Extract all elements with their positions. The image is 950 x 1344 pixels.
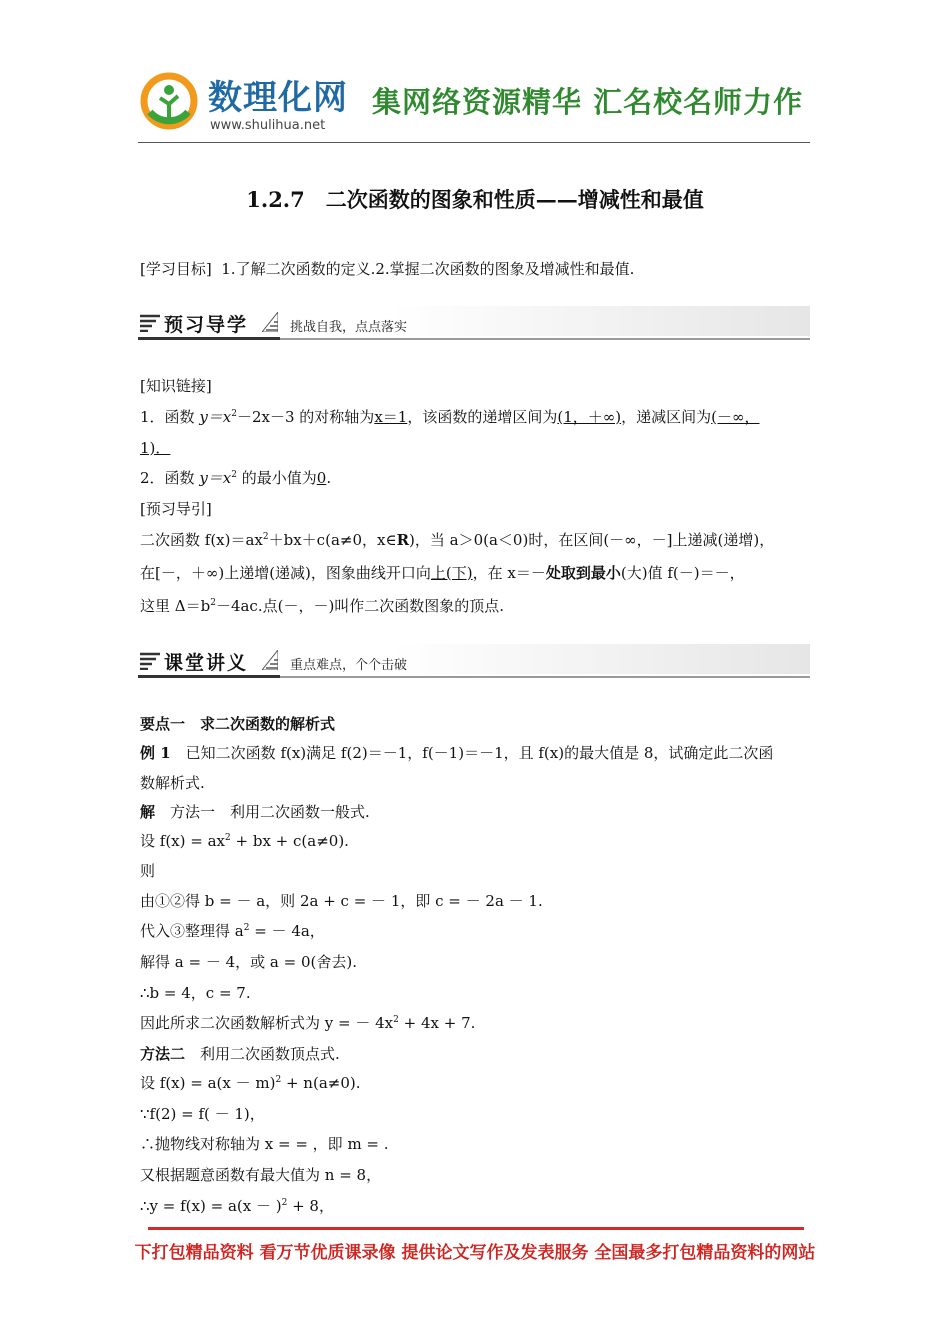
triangle-stripe-icon [262, 312, 278, 332]
answer-axis: x＝1 [374, 408, 408, 426]
knowledge-item-1-cont [140, 438, 180, 458]
section-lecture-header [138, 644, 810, 678]
stripe-icon [140, 652, 160, 670]
solution-step: 代入③整理得 $a^2$ = － 4a， [140, 922, 325, 940]
example-label: 例 1 [140, 744, 171, 762]
goal-text: 1.了解二次函数的定义.2.掌握二次函数的图象及增减性和最值. [221, 260, 635, 278]
guide-line-3: 这里 $\Delta=b^2-4ac$.点(－，－)叫作二次函数图象的顶点. [140, 597, 505, 615]
solution-step: 因此所求二次函数解析式为 y = － $4x^2 + 4x + 7$. [140, 1014, 476, 1032]
answer-min: 0 [316, 469, 327, 487]
solution-step: 解得 a = － 4，或 a = 0(舍去). [140, 953, 357, 971]
brand-name: 数理化网 [208, 78, 348, 118]
solution-method-1: 解 方法一 利用二次函数一般式. [140, 803, 370, 821]
knowledge-item-1: 1．函数 $y=x^2-2x-3$ 的对称轴为x＝1，该函数的递增区间为(1，＋∞)，递减区间为(－∞， [140, 408, 760, 426]
page-title: 1.2.7 二次函数的图象和性质——增减性和最值 [246, 187, 704, 212]
section-label: 课堂讲义 [164, 652, 249, 674]
solution-step: 由①②得 b = － a，则 2a + c = － 1，即 c = － 2a － 1. [140, 892, 543, 910]
solution-label: 解 [140, 803, 156, 821]
solution-step: ∴b = 4，c = 7. [140, 984, 251, 1002]
solution-step: ∵f(2) = f( － 1)， [140, 1105, 265, 1123]
guide-line-2: 在[－，＋∞)上递增(递减)，图象曲线开口向上(下)，在 x＝－处取到最小(大)值 f(－)＝－， [140, 564, 745, 582]
answer-decreasing-b: 1)． [140, 439, 171, 457]
triangle-stripe-icon [262, 650, 278, 670]
logo-icon [140, 72, 198, 130]
stripe-icon [140, 314, 160, 332]
section-subtitle: 重点难点，个个击破 [290, 658, 408, 673]
guide-line-1: 二次函数 $f(x)=ax^2+bx+c(a\ne 0$，x∈R)，当 a＞0(a＜0)时，在区间(－∞，－]上递减(递增)， [140, 531, 775, 549]
point-heading: 要点一 求二次函数的解析式 [140, 715, 336, 733]
knowledge-tag: [知识链接] [140, 377, 212, 395]
site-header [138, 66, 810, 144]
footer-divider [148, 1227, 804, 1230]
method-label: 方法二 [140, 1045, 186, 1063]
solution-step: ∴y = $f(x) = a(x - )^2 + 8$， [140, 1197, 334, 1215]
answer-decreasing-a: (－∞， [711, 408, 760, 426]
solution-step: 则 [140, 862, 156, 880]
solution-step: 设 $f(x) = a(x - m)^2 + n(a\ne 0)$. [140, 1074, 361, 1092]
solution-method-2: 方法二 利用二次函数顶点式. [140, 1045, 340, 1063]
learning-goal [140, 259, 634, 279]
answer-increasing: (1，＋∞) [557, 408, 622, 426]
solution-step: 又根据题意函数有最大值为 n = 8， [140, 1166, 382, 1184]
goal-tag: [学习目标] [140, 260, 212, 278]
section-subtitle: 挑战自我，点点落实 [290, 320, 408, 335]
solution-step: ∴抛物线对称轴为 x = = ，即 m = . [140, 1135, 389, 1153]
guide-tag: [预习导引] [140, 500, 212, 518]
solution-step: 设 $f(x) = ax^2$ + bx + c(a≠0). [140, 832, 349, 850]
example-1: 例 1 已知二次函数 f(x)满足 f(2)＝－1，f(－1)＝－1，且 f(x)的最大值是 8，试确定此二次函 [140, 744, 774, 762]
section-label: 预习导学 [164, 314, 249, 336]
knowledge-item-2: 2．函数 $y=x^2$ 的最小值为0. [140, 469, 332, 487]
header-divider [138, 142, 810, 143]
section-preview-header [138, 306, 810, 340]
slogan: 集网络资源精华 汇名校名师力作 [372, 85, 804, 119]
example-1-cont: 数解析式. [140, 774, 205, 792]
brand-url[interactable]: www.shulihua.net [210, 118, 326, 133]
footer-banner[interactable]: 下打包精品资料 看万节优质课录像 提供论文写作及发表服务 全国最多打包精品资料的网站 [134, 1243, 816, 1263]
answer-opening: 上(下) [430, 564, 473, 582]
